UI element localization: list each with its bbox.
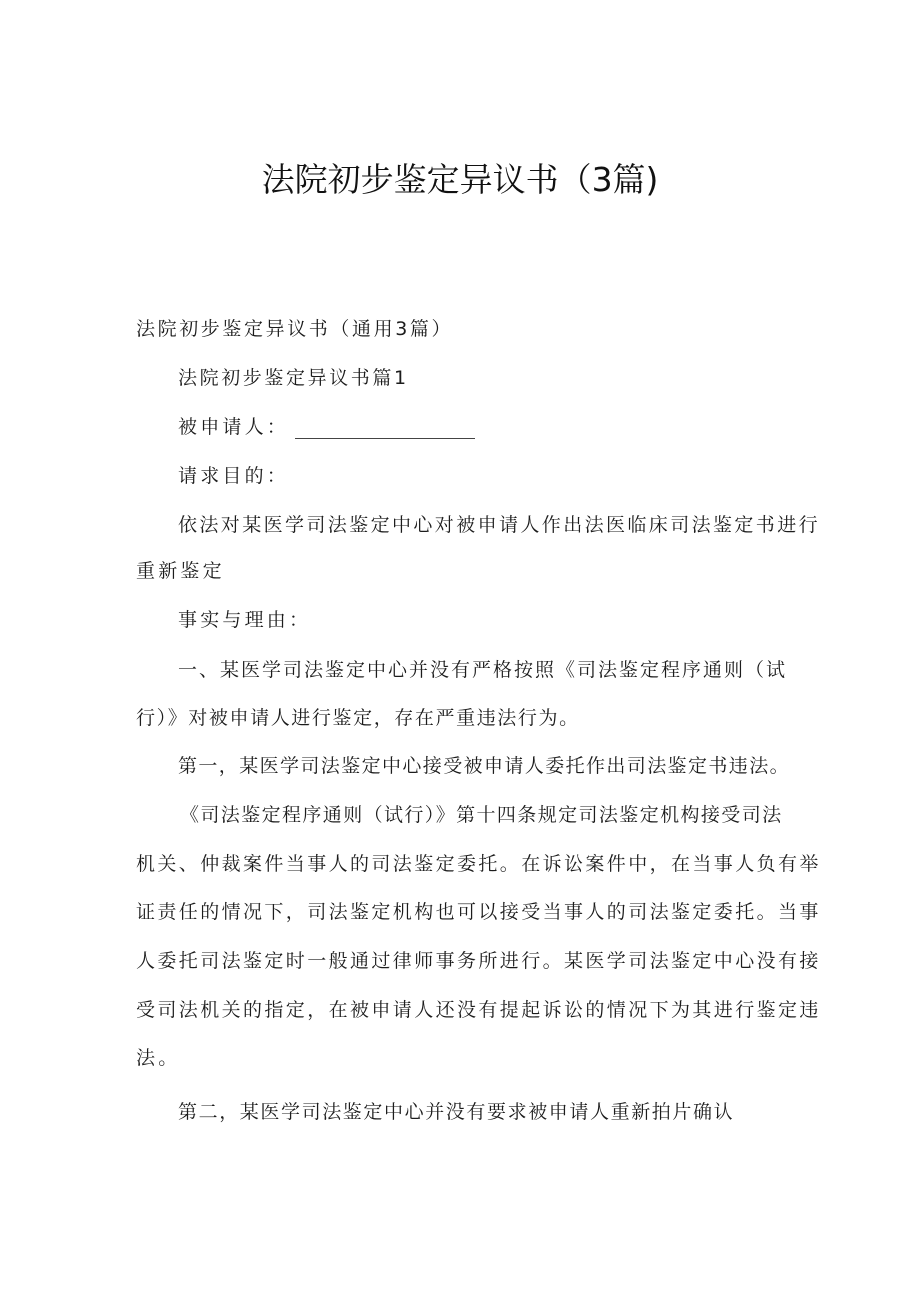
section-heading: 法院初步鉴定异议书篇1 [178, 367, 409, 389]
rule-text-line-5: 受司法机关的指定，在被申请人还没有提起诉讼的情况下为其进行鉴定违 [136, 999, 821, 1021]
first-point: 第一，某医学司法鉴定中心接受被申请人委托作出司法鉴定书违法。 [178, 755, 791, 777]
respondent-blank-field [295, 416, 475, 439]
request-text-line-1: 依法对某医学司法鉴定中心对被申请人作出法医临床司法鉴定书进行 [178, 514, 821, 536]
rule-text-line-6: 法。 [136, 1047, 181, 1069]
request-label: 请求目的： [178, 465, 290, 487]
request-text-line-2: 重新鉴定 [136, 560, 225, 582]
facts-label: 事实与理由： [178, 609, 312, 631]
document-subtitle: 法院初步鉴定异议书（通用3篇） [136, 318, 454, 340]
second-point: 第二，某医学司法鉴定中心并没有要求被申请人重新拍片确认 [178, 1101, 735, 1123]
rule-text-line-4: 人委托司法鉴定时一般通过律师事务所进行。某医学司法鉴定中心没有接 [136, 950, 821, 972]
document-title: 法院初步鉴定异议书（3篇) [261, 160, 659, 199]
rule-text-line-2: 机关、仲裁案件当事人的司法鉴定委托。在诉讼案件中，在当事人负有举 [136, 853, 821, 875]
respondent-label: 被申请人： [178, 416, 290, 438]
point-one-line-1: 一、某医学司法鉴定中心并没有严格按照《司法鉴定程序通则（试 [178, 659, 788, 681]
rule-text-line-1: 《司法鉴定程序通则（试行）》第十四条规定司法鉴定机构接受司法 [180, 804, 783, 826]
point-one-line-2: 行）》对被申请人进行鉴定，存在严重违法行为。 [136, 707, 580, 729]
respondent-line [178, 412, 475, 439]
rule-text-line-3: 证责任的情况下，司法鉴定机构也可以接受当事人的司法鉴定委托。当事 [136, 901, 821, 923]
